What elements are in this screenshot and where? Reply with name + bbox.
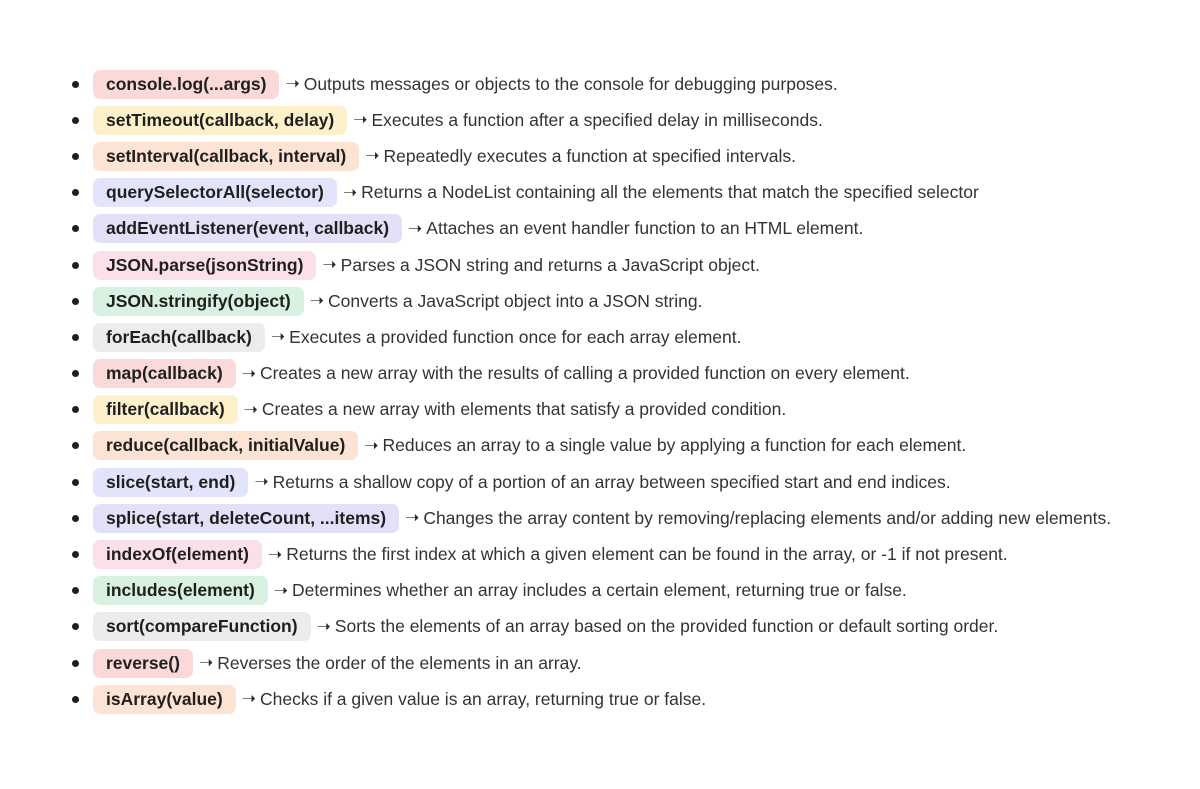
- method-description: Executes a provided function once for each array element.: [289, 326, 742, 347]
- bullet-icon: [72, 117, 79, 124]
- arrow-icon: ➝: [316, 616, 331, 636]
- arrow-icon: ➝: [267, 544, 283, 564]
- bullet-icon: [72, 551, 79, 558]
- arrow-icon: ➝: [309, 291, 324, 311]
- method-description: Parses a JSON string and returns a JavaScript object.: [340, 254, 760, 275]
- method-description: Repeatedly executes a function at specified intervals.: [383, 145, 796, 166]
- method-code: forEach(callback): [93, 323, 265, 352]
- bullet-icon: [72, 262, 79, 269]
- method-code: indexOf(element): [93, 540, 262, 569]
- bullet-icon: [72, 81, 79, 88]
- method-code: filter(callback): [93, 395, 238, 424]
- arrow-icon: ➝: [198, 653, 214, 673]
- bullet-icon: [72, 334, 79, 341]
- bullet-icon: [72, 623, 79, 630]
- bullet-icon: [72, 442, 79, 449]
- js-methods-list: [68, 66, 1111, 717]
- method-code: splice(start, deleteCount, ...items): [93, 504, 399, 533]
- method-description: Changes the array content by removing/replacing elements and/or adding new elements.: [423, 507, 1112, 528]
- bullet-icon: [72, 153, 79, 160]
- list-item: [68, 175, 1111, 211]
- method-code: slice(start, end): [93, 468, 248, 497]
- arrow-icon: ➝: [285, 74, 300, 94]
- method-code: sort(compareFunction): [93, 612, 311, 641]
- list-item: [68, 319, 1111, 355]
- list-item: [68, 464, 1111, 500]
- method-description: Outputs messages or objects to the console for debugging purposes.: [303, 73, 838, 94]
- method-description: Converts a JavaScript object into a JSON string.: [328, 290, 703, 311]
- method-description: Creates a new array with elements that satisfy a provided condition.: [261, 399, 787, 420]
- arrow-icon: ➝: [322, 255, 337, 275]
- bullet-icon: [72, 660, 79, 667]
- arrow-icon: ➝: [254, 472, 269, 492]
- list-item: [68, 138, 1111, 174]
- method-code: map(callback): [93, 359, 236, 388]
- method-code: reverse(): [93, 649, 193, 678]
- method-description: Sorts the elements of an array based on the provided function or default sorting order.: [334, 616, 999, 637]
- method-code: JSON.stringify(object): [93, 287, 304, 316]
- arrow-icon: ➝: [408, 218, 423, 238]
- method-code: includes(element): [93, 576, 268, 605]
- bullet-icon: [72, 298, 79, 305]
- method-description: Reverses the order of the elements in an array.: [217, 652, 582, 673]
- bullet-icon: [72, 479, 79, 486]
- arrow-icon: ➝: [243, 399, 258, 419]
- list-item: [68, 392, 1111, 428]
- list-item: [68, 247, 1111, 283]
- arrow-icon: ➝: [405, 508, 420, 528]
- method-description: Creates a new array with the results of calling a provided function on every element.: [259, 363, 910, 384]
- method-description: Executes a function after a specified delay in milliseconds.: [371, 109, 823, 130]
- arrow-icon: ➝: [365, 146, 380, 166]
- bullet-icon: [72, 370, 79, 377]
- bullet-icon: [72, 406, 79, 413]
- method-description: Returns a shallow copy of a portion of an array between specified start and end indices.: [272, 471, 951, 492]
- method-code: addEventListener(event, callback): [93, 214, 402, 243]
- method-description: Returns a NodeList containing all the elements that match the specified selector: [361, 182, 979, 203]
- method-description: Reduces an array to a single value by applying a function for each element.: [382, 435, 967, 456]
- list-item: [68, 211, 1111, 247]
- bullet-icon: [72, 515, 79, 522]
- list-item: [68, 283, 1111, 319]
- list-item: [68, 102, 1111, 138]
- list-item: [68, 681, 1111, 717]
- list-item: [68, 645, 1111, 681]
- bullet-icon: [72, 696, 79, 703]
- method-code: JSON.parse(jsonString): [93, 251, 316, 280]
- arrow-icon: ➝: [273, 580, 289, 600]
- method-code: isArray(value): [93, 685, 236, 714]
- bullet-icon: [72, 225, 79, 232]
- arrow-icon: ➝: [342, 182, 358, 202]
- method-code: console.log(...args): [93, 70, 279, 99]
- method-code: reduce(callback, initialValue): [93, 431, 358, 460]
- list-item: [68, 500, 1111, 536]
- method-code: querySelectorAll(selector): [93, 178, 337, 207]
- list-item: [68, 356, 1111, 392]
- method-description: Returns the first index at which a given element can be found in the array, or -1 if not present.: [286, 544, 1008, 565]
- arrow-icon: ➝: [241, 689, 256, 709]
- method-description: Attaches an event handler function to an HTML element.: [426, 218, 864, 239]
- bullet-icon: [72, 587, 79, 594]
- list-item: [68, 536, 1111, 572]
- arrow-icon: ➝: [241, 363, 256, 383]
- method-description: Checks if a given value is an array, returning true or false.: [259, 688, 707, 709]
- arrow-icon: ➝: [353, 110, 368, 130]
- bullet-icon: [72, 189, 79, 196]
- list-item: [68, 573, 1111, 609]
- arrow-icon: ➝: [270, 327, 286, 347]
- list-item: [68, 428, 1111, 464]
- method-description: Determines whether an array includes a certain element, returning true or false.: [292, 580, 907, 601]
- arrow-icon: ➝: [364, 435, 379, 455]
- method-code: setTimeout(callback, delay): [93, 106, 347, 135]
- list-item: [68, 66, 1111, 102]
- method-code: setInterval(callback, interval): [93, 142, 359, 171]
- list-item: [68, 609, 1111, 645]
